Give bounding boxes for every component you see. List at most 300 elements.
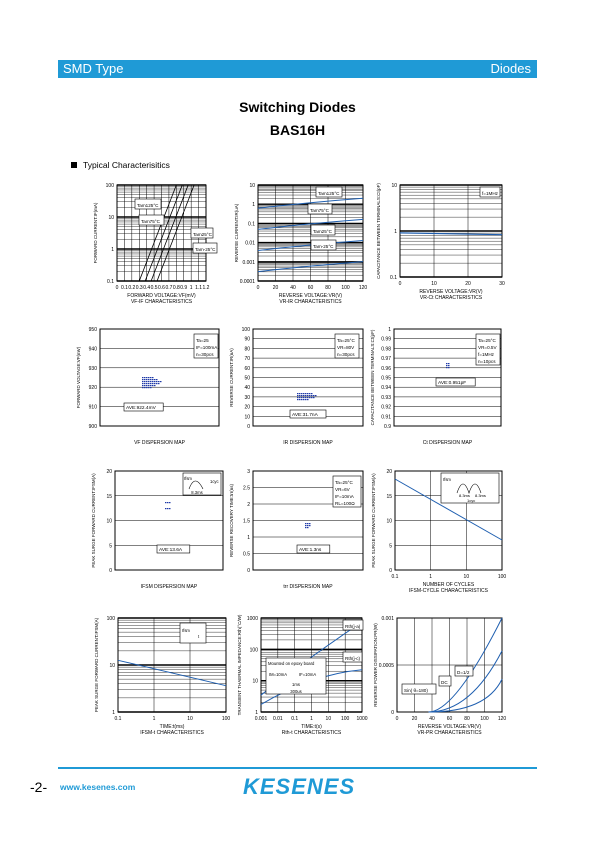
note-box xyxy=(333,476,361,507)
note-box xyxy=(335,334,359,358)
y-tick-label: 80 xyxy=(244,346,250,353)
x-tick-label: 0 xyxy=(398,281,402,287)
ave-box xyxy=(157,545,190,553)
footer-url[interactable]: www.kesenes.com xyxy=(60,782,136,792)
y-axis-label: REVERSE RECOVERY TIME:trr(ns) xyxy=(229,483,234,558)
note-text: IF=10mA xyxy=(299,672,317,677)
y-tick-label: 100 xyxy=(105,183,114,189)
data-point xyxy=(154,379,156,380)
data-point xyxy=(144,381,146,382)
data-point xyxy=(297,399,299,400)
note-text: Tam25°C xyxy=(313,229,332,234)
note-box xyxy=(191,228,213,238)
data-point xyxy=(152,381,154,382)
footer-rule xyxy=(58,767,537,769)
data-point xyxy=(448,367,450,368)
data-point xyxy=(169,508,171,509)
note-text: D=1/2 xyxy=(457,670,470,675)
y-tick-label: 5 xyxy=(389,543,392,550)
note-text: Ta=25°C xyxy=(478,338,496,343)
note-text: VR=6V xyxy=(335,487,350,492)
inset-frame xyxy=(180,623,206,643)
note-text: Ta=25°C xyxy=(335,480,353,485)
y-tick-label: 40 xyxy=(244,385,250,392)
x-tick-label: 1 xyxy=(429,574,433,580)
data-point xyxy=(148,377,150,378)
x-tick-label: 1.1 xyxy=(195,285,203,291)
x-tick-label: 0 xyxy=(395,716,399,722)
data-point xyxy=(303,393,305,394)
x-tick-label: 120 xyxy=(497,716,507,722)
chart-caption: Rth-t CHARACTERISTICS xyxy=(281,730,342,736)
data-point xyxy=(142,383,144,384)
y-tick-label: 2 xyxy=(247,502,250,508)
data-point xyxy=(303,395,305,396)
y-tick-label: 20 xyxy=(386,469,392,475)
note-box xyxy=(480,187,500,197)
x-tick-label: 40 xyxy=(290,285,296,291)
data-point xyxy=(305,523,307,524)
data-point xyxy=(305,393,307,394)
x-axis-label: TIME:t(ms) xyxy=(159,724,185,730)
y-tick-label: 910 xyxy=(88,404,97,411)
x-tick-label: 80 xyxy=(464,716,470,722)
data-point xyxy=(446,363,448,364)
x-tick-label: 0.6 xyxy=(158,285,165,291)
y-tick-label: 1 xyxy=(388,327,391,333)
y-tick-label: 20 xyxy=(244,404,250,411)
data-point xyxy=(299,397,301,398)
note-text: VR=0.5V xyxy=(478,345,497,350)
note-text: n=30pcs xyxy=(337,352,355,357)
y-tick-label: 0.97 xyxy=(381,356,391,363)
note-box xyxy=(139,215,164,225)
note-text: n=10pcs xyxy=(478,359,496,364)
note-text: Tam75°C xyxy=(310,208,329,213)
data-point xyxy=(315,395,317,396)
part-number: BAS16H xyxy=(269,122,326,138)
chart-caption: IFSM DISPERSION MAP xyxy=(140,584,198,590)
x-axis-label: REVERSE VOLTAGE:VR(V) xyxy=(278,293,343,299)
note-text: n=30pcs xyxy=(196,352,214,357)
y-tick-label: 0 xyxy=(109,568,112,574)
data-point xyxy=(313,395,315,396)
data-point xyxy=(148,379,150,380)
data-point xyxy=(309,393,311,394)
data-point xyxy=(156,383,158,384)
x-tick-label: 1000 xyxy=(356,716,368,722)
x-tick-label: 1 xyxy=(152,716,156,722)
x-tick-label: 1 xyxy=(310,716,313,722)
x-tick-label: 0.8 xyxy=(172,285,180,291)
y-tick-label: 3 xyxy=(247,469,250,475)
x-tick-label: 0.9 xyxy=(180,285,188,291)
data-point xyxy=(297,397,299,398)
data-point xyxy=(148,383,150,384)
y-tick-label: 0.5 xyxy=(243,551,250,558)
data-point xyxy=(305,397,307,398)
x-axis-label: TIME:t(s) xyxy=(301,724,322,730)
y-tick-label: 15 xyxy=(106,493,112,500)
section-label: Typical Characterisitics xyxy=(83,160,170,170)
y-tick-label: 0.001 xyxy=(381,616,394,622)
note-text: Rth(j-a) xyxy=(345,624,361,629)
data-point xyxy=(303,397,305,398)
y-axis-label: TRANSIENT THAERMAL IMPEDANCE:Rth(°C/W) xyxy=(237,614,242,716)
chart-caption: IFSM-CYCLE CHARACTERISTICS xyxy=(409,588,488,594)
x-tick-label: 100 xyxy=(340,716,350,722)
y-tick-label: 0.1 xyxy=(107,279,114,285)
note-box xyxy=(135,199,161,209)
data-point xyxy=(144,387,146,388)
y-tick-label: 10 xyxy=(252,678,258,685)
x-axis-label: REVERSE VOLTAGE:VR(V) xyxy=(419,289,483,295)
note-text: DC xyxy=(441,680,448,685)
x-tick-label: 0.7 xyxy=(165,285,173,291)
note-text: 1cyc xyxy=(210,479,219,484)
y-tick-label: 920 xyxy=(88,385,97,392)
y-tick-label: 0.96 xyxy=(381,365,391,372)
note-box xyxy=(316,187,342,197)
data-point xyxy=(152,377,154,378)
y-tick-label: 0.1 xyxy=(390,275,397,281)
note-text: Ifsm xyxy=(184,476,192,481)
chart-c3 xyxy=(376,183,505,301)
data-point xyxy=(150,383,152,384)
x-tick-label: 100 xyxy=(480,716,489,722)
x-tick-label: 0 xyxy=(256,285,260,291)
data-point xyxy=(307,525,309,526)
x-tick-label: 0.1 xyxy=(120,285,128,291)
data-point xyxy=(307,393,309,394)
data-point xyxy=(160,381,162,382)
x-tick-label: 0.1 xyxy=(291,716,299,722)
ave-box xyxy=(124,403,163,411)
data-point xyxy=(154,385,156,386)
note-text: 300us xyxy=(290,689,302,694)
data-point xyxy=(301,399,303,400)
note-box xyxy=(308,204,332,214)
y-tick-label: 0.01 xyxy=(245,240,255,247)
y-tick-label: 50 xyxy=(244,375,250,382)
data-point xyxy=(167,502,169,503)
y-tick-label: 30 xyxy=(244,394,250,401)
data-point xyxy=(307,527,309,528)
data-point xyxy=(301,393,303,394)
ave-text: AVE:1.3ns xyxy=(299,548,322,553)
x-tick-label: 0 xyxy=(115,285,119,291)
header-right: Diodes xyxy=(490,61,531,76)
data-point xyxy=(150,385,152,386)
note-text: 8.3ms xyxy=(475,493,486,498)
data-point xyxy=(309,397,311,398)
x-tick-label: 10 xyxy=(325,716,332,722)
pulse-inset xyxy=(183,473,221,495)
company-logo: KESENES xyxy=(243,774,356,799)
data-point xyxy=(146,381,148,382)
data-point xyxy=(154,381,156,382)
note-text: RL=100Ω xyxy=(335,501,355,506)
data-point xyxy=(152,379,154,380)
y-tick-label: 0 xyxy=(247,424,250,430)
data-point xyxy=(305,525,307,526)
note-box xyxy=(439,676,451,686)
data-point xyxy=(307,397,309,398)
y-tick-label: 70 xyxy=(244,356,250,363)
y-axis-label: REVERSE CURRENT:IR(uA) xyxy=(234,203,239,263)
y-axis-label: REVERSE CURRENT:IR(nA) xyxy=(229,348,234,407)
data-point xyxy=(313,397,315,398)
data-point xyxy=(301,397,303,398)
chart-caption: VR-Ct CHARACTERISTICS xyxy=(419,295,483,301)
y-tick-label: 90 xyxy=(244,336,250,343)
chart-caption: IFSM-t CHARACTERISTICS xyxy=(140,730,204,736)
chart-caption: VR-IR CHARACTERISTICS xyxy=(279,299,342,305)
x-tick-label: 0.4 xyxy=(143,285,151,291)
x-tick-label: 0.01 xyxy=(272,716,283,722)
data-point xyxy=(165,508,167,509)
note-text: Tam-25°C xyxy=(195,247,216,252)
y-tick-label: 100 xyxy=(106,616,115,622)
x-tick-label: 20 xyxy=(411,716,418,722)
x-tick-label: 100 xyxy=(221,716,231,722)
data-point xyxy=(309,523,311,524)
y-tick-label: 0 xyxy=(389,568,392,574)
data-point xyxy=(156,381,158,382)
data-point xyxy=(158,383,160,384)
note-box xyxy=(311,225,335,235)
pulse-inset xyxy=(180,623,206,643)
note-text: 8.3ms xyxy=(459,493,470,498)
data-point xyxy=(303,399,305,400)
x-tick-label: 1 xyxy=(189,285,193,291)
data-point xyxy=(299,395,301,396)
y-tick-label: 1 xyxy=(252,202,255,209)
x-tick-label: 0.001 xyxy=(254,716,268,722)
data-point xyxy=(146,385,148,386)
y-tick-label: 0 xyxy=(247,568,250,574)
chart-caption: Ct DISPERSION MAP xyxy=(422,440,473,446)
note-text: Tam125°C xyxy=(318,191,340,196)
y-tick-label: 940 xyxy=(88,346,97,353)
data-point xyxy=(165,502,167,503)
ave-box xyxy=(290,410,326,418)
data-point xyxy=(448,363,450,364)
note-text: Tam-25°C xyxy=(313,244,334,249)
ave-text: AVE:13.6A xyxy=(159,548,183,553)
y-tick-label: 100 xyxy=(249,647,258,654)
ave-text: AVE:922.4mV xyxy=(126,406,156,411)
x-tick-label: 10 xyxy=(431,281,437,287)
y-tick-label: 0.001 xyxy=(242,259,255,266)
y-tick-label: 1000 xyxy=(246,616,258,622)
y-tick-label: 0.0001 xyxy=(239,279,255,285)
data-point xyxy=(156,379,158,380)
data-point xyxy=(309,395,311,396)
y-tick-label: 0.1 xyxy=(248,221,255,228)
data-point xyxy=(167,508,169,509)
data-point xyxy=(142,381,144,382)
y-axis-label: REVERSE POWER DISSIPATION:PR(W) xyxy=(373,623,378,707)
y-axis-label: PEAK SURGE FORWARD CURRENT:IFSM(A) xyxy=(371,473,376,568)
data-point xyxy=(446,367,448,368)
x-tick-label: 60 xyxy=(307,285,314,291)
y-tick-label: 0 xyxy=(391,710,394,716)
data-point xyxy=(299,393,301,394)
y-axis-label: PEAK SURGE FORWARD CURRENT:IFSM(A) xyxy=(91,473,96,568)
data-point xyxy=(305,395,307,396)
note-text: 1ms xyxy=(292,682,300,687)
y-tick-label: 0.98 xyxy=(381,346,391,353)
y-tick-label: 10 xyxy=(249,183,255,189)
y-tick-label: 10 xyxy=(386,518,392,525)
note-text: VR=80V xyxy=(337,345,355,350)
y-tick-label: 0.92 xyxy=(381,404,391,411)
chart-c10 xyxy=(94,616,230,736)
data-point xyxy=(148,381,150,382)
data-point xyxy=(297,393,299,394)
y-tick-label: 900 xyxy=(88,424,97,430)
data-point xyxy=(146,387,148,388)
data-point xyxy=(150,379,152,380)
ave-text: AVE:31.7nA xyxy=(292,413,318,418)
note-text: Mounted on epoxy board xyxy=(268,661,315,666)
x-tick-label: 0.3 xyxy=(135,285,143,291)
data-point xyxy=(152,383,154,384)
data-point xyxy=(144,385,146,386)
chart-c2 xyxy=(234,183,367,305)
data-point xyxy=(146,379,148,380)
x-axis-label: NUMBER OF CYCLES xyxy=(422,582,475,588)
header-left: SMD Type xyxy=(63,61,124,76)
y-tick-label: 10 xyxy=(106,518,112,525)
data-point xyxy=(307,523,309,524)
data-point xyxy=(142,379,144,380)
y-tick-label: 15 xyxy=(386,493,392,500)
note-box xyxy=(343,620,363,630)
note-text: Tam125°C xyxy=(137,203,159,208)
data-point xyxy=(142,385,144,386)
doc-title: Switching Diodes xyxy=(239,99,356,115)
data-point xyxy=(305,399,307,400)
data-point xyxy=(146,377,148,378)
y-tick-label: 1 xyxy=(394,229,397,235)
y-axis-label: CAPACITANCE BETWEEN TERMINALS:Ct(pF) xyxy=(370,329,375,426)
y-tick-label: 2.5 xyxy=(243,485,250,492)
data-point xyxy=(307,395,309,396)
x-tick-label: 100 xyxy=(497,574,507,580)
data-point xyxy=(309,525,311,526)
y-tick-label: 10 xyxy=(108,215,114,221)
note-text: Tam25°C xyxy=(193,232,212,237)
x-tick-label: 30 xyxy=(499,281,505,287)
data-point xyxy=(146,383,148,384)
x-tick-label: 0.1 xyxy=(391,574,399,580)
x-tick-label: 10 xyxy=(463,574,470,580)
note-text: IF=100mA xyxy=(196,345,218,350)
x-tick-label: 120 xyxy=(358,285,368,291)
data-point xyxy=(144,377,146,378)
pulse-inset xyxy=(441,473,499,503)
ave-text: AVE:0.951pF xyxy=(438,381,467,386)
chart-caption: IR DISPERSION MAP xyxy=(283,440,333,446)
y-axis-label: CAPACITANCE BETWEEN TERMINALS:Ct(pF) xyxy=(376,183,381,279)
note-text: f=1MHz xyxy=(482,191,498,196)
y-tick-label: 930 xyxy=(88,365,97,372)
note-box xyxy=(193,243,217,253)
y-tick-label: 0.94 xyxy=(381,385,391,392)
x-tick-label: 10 xyxy=(187,716,193,722)
note-text: Ifsm xyxy=(443,477,451,482)
data-point xyxy=(446,365,448,366)
y-axis-label: FORWARD VOLTAGE:VF(mV) xyxy=(76,346,81,409)
y-axis-label: FORWARD CURRENT:IF(mA) xyxy=(93,202,98,264)
data-point xyxy=(144,379,146,380)
note-text: f=1MHz xyxy=(478,352,494,357)
data-point xyxy=(154,383,156,384)
x-tick-label: 1.2 xyxy=(202,285,210,291)
data-point xyxy=(307,399,309,400)
data-point xyxy=(144,383,146,384)
data-point xyxy=(158,381,160,382)
y-tick-label: 1 xyxy=(255,710,258,716)
data-point xyxy=(305,527,307,528)
note-text: Ifsm xyxy=(182,628,190,633)
note-text: 8.3ms xyxy=(191,490,203,495)
note-box xyxy=(194,334,218,358)
note-text: Ta=25 xyxy=(196,338,209,343)
y-tick-label: 100 xyxy=(241,327,250,333)
data-point xyxy=(311,395,313,396)
y-axis-label: PEAK SURGE FORWARD CURRENT:IFSM(A) xyxy=(94,617,99,713)
note-box xyxy=(476,334,500,365)
note-box xyxy=(455,666,473,676)
y-tick-label: 0.9 xyxy=(384,424,391,430)
chart-caption: VF DISPERSION MAP xyxy=(134,440,185,446)
y-tick-label: 1 xyxy=(112,710,115,716)
data-point xyxy=(169,502,171,503)
chart-caption: VR-PR CHARACTERISTICS xyxy=(417,730,482,736)
x-tick-label: 20 xyxy=(272,285,279,291)
data-point xyxy=(311,393,313,394)
x-tick-label: 0.1 xyxy=(114,716,122,722)
data-point xyxy=(301,395,303,396)
note-box xyxy=(311,240,336,250)
ave-box xyxy=(436,378,475,386)
x-tick-label: 100 xyxy=(341,285,350,291)
data-point xyxy=(448,365,450,366)
data-point xyxy=(311,397,313,398)
y-tick-label: 0.93 xyxy=(381,394,391,401)
note-text: Tam75°C xyxy=(141,219,160,224)
note-box xyxy=(343,652,362,662)
note-text: IM=10mA xyxy=(269,672,288,677)
y-tick-label: 20 xyxy=(106,469,112,475)
note-text: 1cyc xyxy=(467,498,476,503)
note-text: IF=10mA xyxy=(335,494,354,499)
note-text: Sin( θ=180) xyxy=(404,688,428,693)
data-point xyxy=(150,377,152,378)
x-tick-label: 0.5 xyxy=(150,285,158,291)
y-tick-label: 0.91 xyxy=(381,414,391,421)
y-tick-label: 0.99 xyxy=(381,336,391,343)
y-tick-label: 0.95 xyxy=(381,375,391,382)
x-tick-label: 60 xyxy=(446,716,453,722)
data-point xyxy=(142,377,144,378)
data-point xyxy=(150,381,152,382)
y-tick-label: 950 xyxy=(88,327,97,333)
y-tick-label: 10 xyxy=(391,183,397,189)
